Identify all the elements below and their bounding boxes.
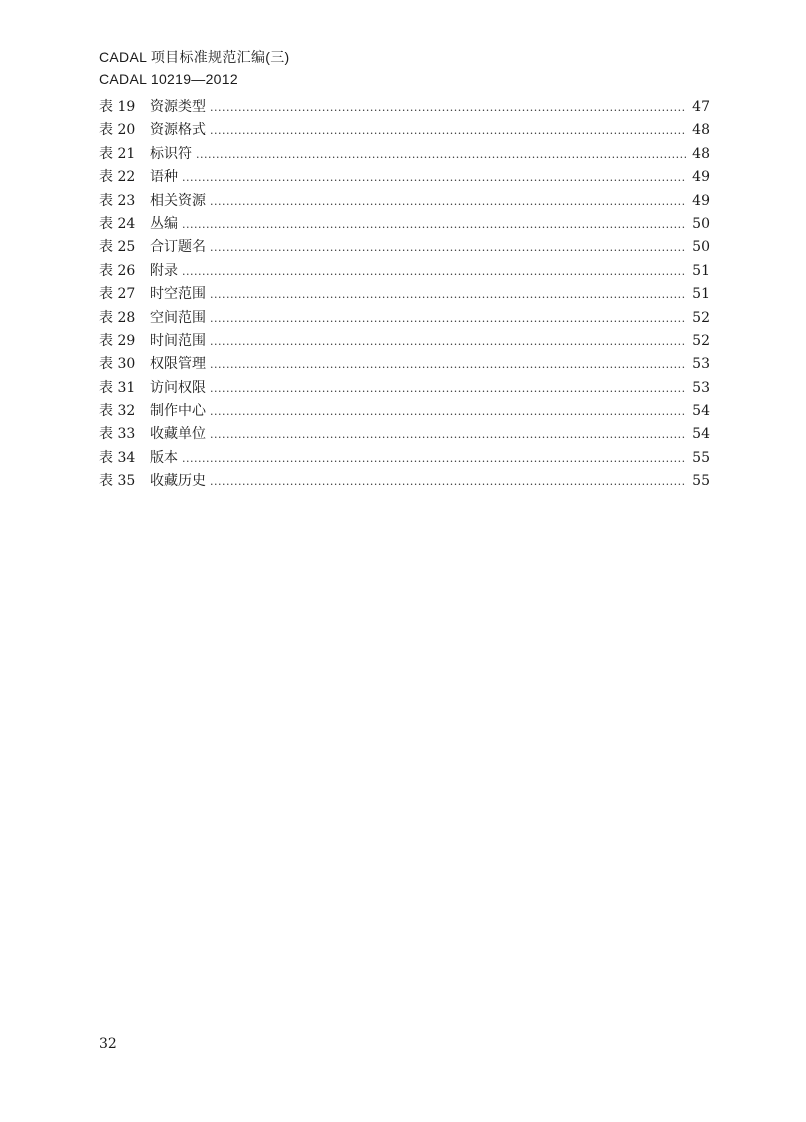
toc-entry-title: 资源类型 [150,99,206,115]
toc-entry[interactable] [99,283,710,306]
dot-leader [208,96,686,119]
toc-entry-page: 48 [692,145,710,162]
toc-entry[interactable] [99,143,710,166]
toc-entry[interactable] [99,213,710,236]
toc-entry[interactable] [99,190,710,213]
toc-entry-label: 表 25 [99,239,136,256]
dot-leader [180,447,686,470]
toc-entry-page: 48 [692,122,710,139]
toc-entry[interactable] [99,377,710,400]
toc-entry-title: 空间范围 [150,309,206,326]
toc-entry-page: 53 [692,379,710,396]
toc-entry[interactable] [99,400,710,423]
dot-leader [180,166,686,189]
toc-entry-page: 51 [692,286,710,303]
toc-entry-label: 表 27 [99,286,136,303]
toc-entry-page: 49 [692,192,710,209]
toc-entry[interactable] [99,119,710,142]
toc-entry-label: 表 35 [99,473,136,490]
toc-entry-label: 表 26 [99,262,136,279]
toc-entry-label: 表 34 [99,449,136,466]
toc-entry-title: 附录 [150,262,178,279]
dot-leader [180,213,686,236]
dot-leader [208,236,686,259]
dot-leader [180,260,686,283]
toc-entry-page: 55 [692,473,710,490]
toc-entry-title: 版本 [150,449,178,466]
toc-entry[interactable] [99,353,710,376]
toc-entry-label: 表 20 [99,122,136,139]
toc-entry-label: 表 21 [99,145,136,162]
toc-entry[interactable] [99,447,710,470]
page-number: 32 [99,1036,117,1052]
toc-entry-title: 时空范围 [150,286,206,303]
toc-entry-label: 表 28 [99,309,136,326]
toc-entry-page: 50 [692,215,710,232]
toc-entry-title: 收藏单位 [150,426,206,443]
toc-entry-page: 52 [692,309,710,326]
toc-entry-title: 时间范围 [150,332,206,349]
toc-entry-label: 表 24 [99,215,136,232]
toc-entry[interactable] [99,236,710,259]
toc-entry[interactable] [99,470,710,493]
toc-entry-title: 收藏历史 [150,473,206,490]
toc-entry-page: 50 [692,239,710,256]
toc-entry-title: 资源格式 [150,122,206,139]
toc-entry-title: 丛编 [150,215,178,232]
dot-leader [208,470,686,493]
header-series-title: CADAL 项目标准规范汇编(三) [99,49,290,65]
toc-entry-label: 表 33 [99,426,136,443]
toc-entry-label: 表 19 [99,99,136,115]
toc-entry-label: 表 29 [99,332,136,349]
toc-entry-title: 标识符 [150,145,192,162]
running-header [99,46,289,90]
toc-entry-page: 55 [692,449,710,466]
dot-leader [208,283,686,306]
toc-entry-title: 语种 [150,169,178,186]
toc-entry[interactable] [99,423,710,446]
toc-entry-page: 49 [692,169,710,186]
toc-entry-title: 访问权限 [150,379,206,396]
toc-entry-label: 表 32 [99,403,136,420]
toc-entry[interactable] [99,307,710,330]
toc-entry-page: 52 [692,332,710,349]
dot-leader [208,307,686,330]
toc-entry[interactable] [99,330,710,353]
toc-entry-page: 53 [692,356,710,373]
toc-entry-page: 54 [692,426,710,443]
toc-entry[interactable] [99,166,710,189]
dot-leader [208,353,686,376]
toc-entry-title: 制作中心 [150,403,206,420]
dot-leader [208,400,686,423]
header-standard-number: CADAL 10219—2012 [99,71,238,87]
toc-entry-page: 54 [692,403,710,420]
toc-entry-title: 相关资源 [150,192,206,209]
dot-leader [208,190,686,213]
dot-leader [208,330,686,353]
dot-leader [208,423,686,446]
toc-entry-page: 47 [692,99,710,115]
toc-entry[interactable] [99,96,710,119]
dot-leader [208,377,686,400]
toc-entry-label: 表 30 [99,356,136,373]
table-of-contents [99,96,710,494]
dot-leader [208,119,686,142]
dot-leader [194,143,686,166]
toc-entry-title: 权限管理 [150,356,206,373]
toc-entry-label: 表 31 [99,379,136,396]
toc-entry-label: 表 22 [99,169,136,186]
toc-entry-title: 合订题名 [150,239,206,256]
toc-entry-page: 51 [692,262,710,279]
toc-entry[interactable] [99,260,710,283]
toc-entry-label: 表 23 [99,192,136,209]
